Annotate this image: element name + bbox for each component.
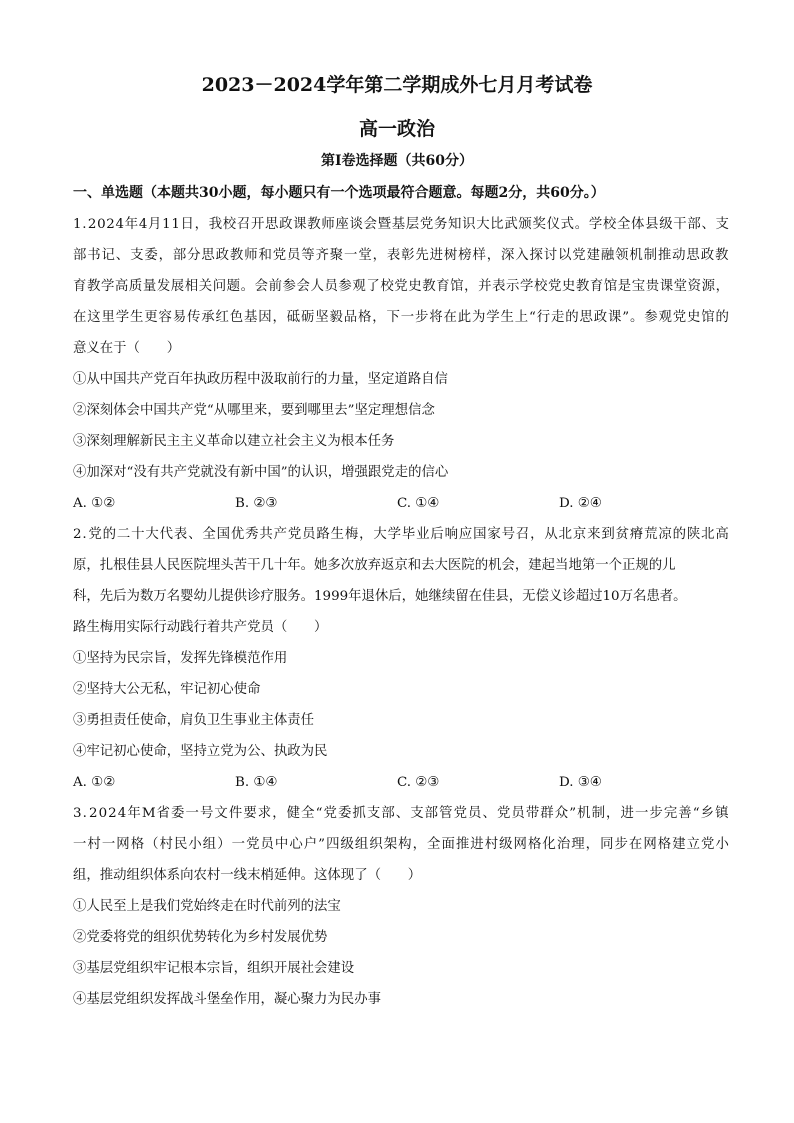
question-stem-line: 科，先后为数万名婴幼儿提供诊疗服务。1999年退休后，她继续留在佳县，无偿义诊超过10万名患者。 (73, 589, 687, 604)
exam-content (73, 178, 733, 1015)
question-2 (73, 519, 733, 798)
choice-a: A. ①② (73, 496, 116, 511)
question-stem-line: 原，扎根佳县人民医院埋头苦干几十年。她多次放弃返京和去大医院的机会，建起当地第一个正规的儿 (73, 558, 676, 573)
question-stem-line: 意义在于（ ） (73, 341, 181, 356)
question-stem-line: 一 村 一 网 格 （ 村 民 小 组 ） 一 党 员 中 心 户 ” 四 级 组 织 架 构 ， 全 面 推 进 村 级 网 格 化 治 理 ， 同 步 在 网 格 建 立 党 小 (73, 837, 729, 852)
question-option: ③深刻理解新民主主义革命以建立社会主义为根本任务 (73, 434, 395, 449)
volume-title: 第Ⅰ卷选择题（共60分） (320, 153, 474, 169)
choice-c: C. ①④ (397, 496, 440, 511)
subject-title: 高一政治 (358, 118, 435, 140)
question-option: ④基层党组织发挥战斗堡垒作用，凝心聚力为民办事 (73, 992, 381, 1007)
question-stem-line: 在 这 里 学 生 更 容 易 传 承 红 色 基 因 ， 砥 砺 坚 毅 品 格 ， 下 一 步 将 在 此 为 学 生 上 “ 行 走 的 思 政 课 ” 。 参 观 党 史 馆 的 (73, 310, 729, 325)
question-stem-line: 路生梅用实际行动践行着共产党员（ ） (73, 620, 328, 635)
choice-d: D. ③④ (559, 775, 602, 790)
question-1 (73, 209, 733, 519)
choice-b: B. ①④ (235, 775, 278, 790)
question-option: ②党委将党的组织优势转化为乡村发展优势 (73, 930, 328, 945)
choice-b: B. ②③ (235, 496, 278, 511)
question-option: ④牢记初心使命，坚持立党为公、执政为民 (73, 744, 328, 759)
question-stem-line: 育 教 学 高 质 量 发 展 相 关 问 题 。 会 前 参 会 人 员 参 观 了 校 党 史 教 育 馆 ， 并 表 示 学 校 党 史 教 育 馆 是 宝 贵 课 堂 资 源 ， (73, 279, 729, 294)
question-option: ①坚持为民宗旨，发挥先锋模范作用 (73, 651, 288, 666)
question-option: ②坚持大公无私，牢记初心使命 (73, 682, 261, 697)
question-stem-line: 2 . 党 的 二 十 大 代 表 、 全 国 优 秀 共 产 党 员 路 生 梅 ， 大 学 毕 业 后 响 应 国 家 号 召 ， 从 北 京 来 到 贫 瘠 荒 凉 的 陕 北 高 (73, 527, 729, 542)
question-stem-line: 部 书 记 、 支 委 ， 部 分 思 政 教 师 和 党 员 等 齐 聚 一 堂 ， 表 彰 先 进 树 榜 样 ， 深 入 探 讨 以 党 建 融 领 机 制 推 动 思 政 教 (73, 248, 729, 263)
question-option: ②深刻体会中国共产党“从哪里来，要到哪里去”坚定理想信念 (73, 403, 435, 418)
choice-a: A. ①② (73, 775, 116, 790)
answer-choices (73, 488, 733, 519)
answer-choices (73, 767, 733, 798)
exam-title: 2023－2024学年第二学期成外七月月考试卷 (201, 74, 593, 96)
question-option: ①从中国共产党百年执政历程中汲取前行的力量，坚定道路自信 (73, 372, 448, 387)
question-stem-line: 组，推动组织体系向农村一线末梢延伸。这体现了（ ） (73, 868, 422, 883)
question-stem-line: 1 . 2 0 2 4 年 4 月 1 1 日 ， 我 校 召 开 思 政 课 教 师 座 谈 会 暨 基 层 党 务 知 识 大 比 武 颁 奖 仪 式 。 学 校 全 体 县 级 干 部 、 支 (73, 217, 729, 232)
section-heading: 一、单选题（本题共30小题，每小题只有一个选项最符合题意。每题2分，共60分。） (73, 185, 605, 201)
question-stem-line: 3 . 2 0 2 4 年 M 省 委 一 号 文 件 要 求 ， 健 全 “ 党 委 抓 支 部 、 支 部 管 党 员 、 党 员 带 群 众 ” 机 制 ， 进 一 步 完 善 “ 乡 镇 (73, 806, 729, 821)
question-option: ③勇担责任使命，肩负卫生事业主体责任 (73, 713, 315, 728)
question-3 (73, 798, 733, 1015)
choice-d: D. ②④ (559, 496, 602, 511)
question-option: ③基层党组织牢记根本宗旨，组织开展社会建设 (73, 961, 355, 976)
choice-c: C. ②③ (397, 775, 440, 790)
question-option: ①人民至上是我们党始终走在时代前列的法宝 (73, 899, 341, 914)
question-option: ④加深对“没有共产党就没有新中国”的认识，增强跟党走的信心 (73, 465, 449, 480)
